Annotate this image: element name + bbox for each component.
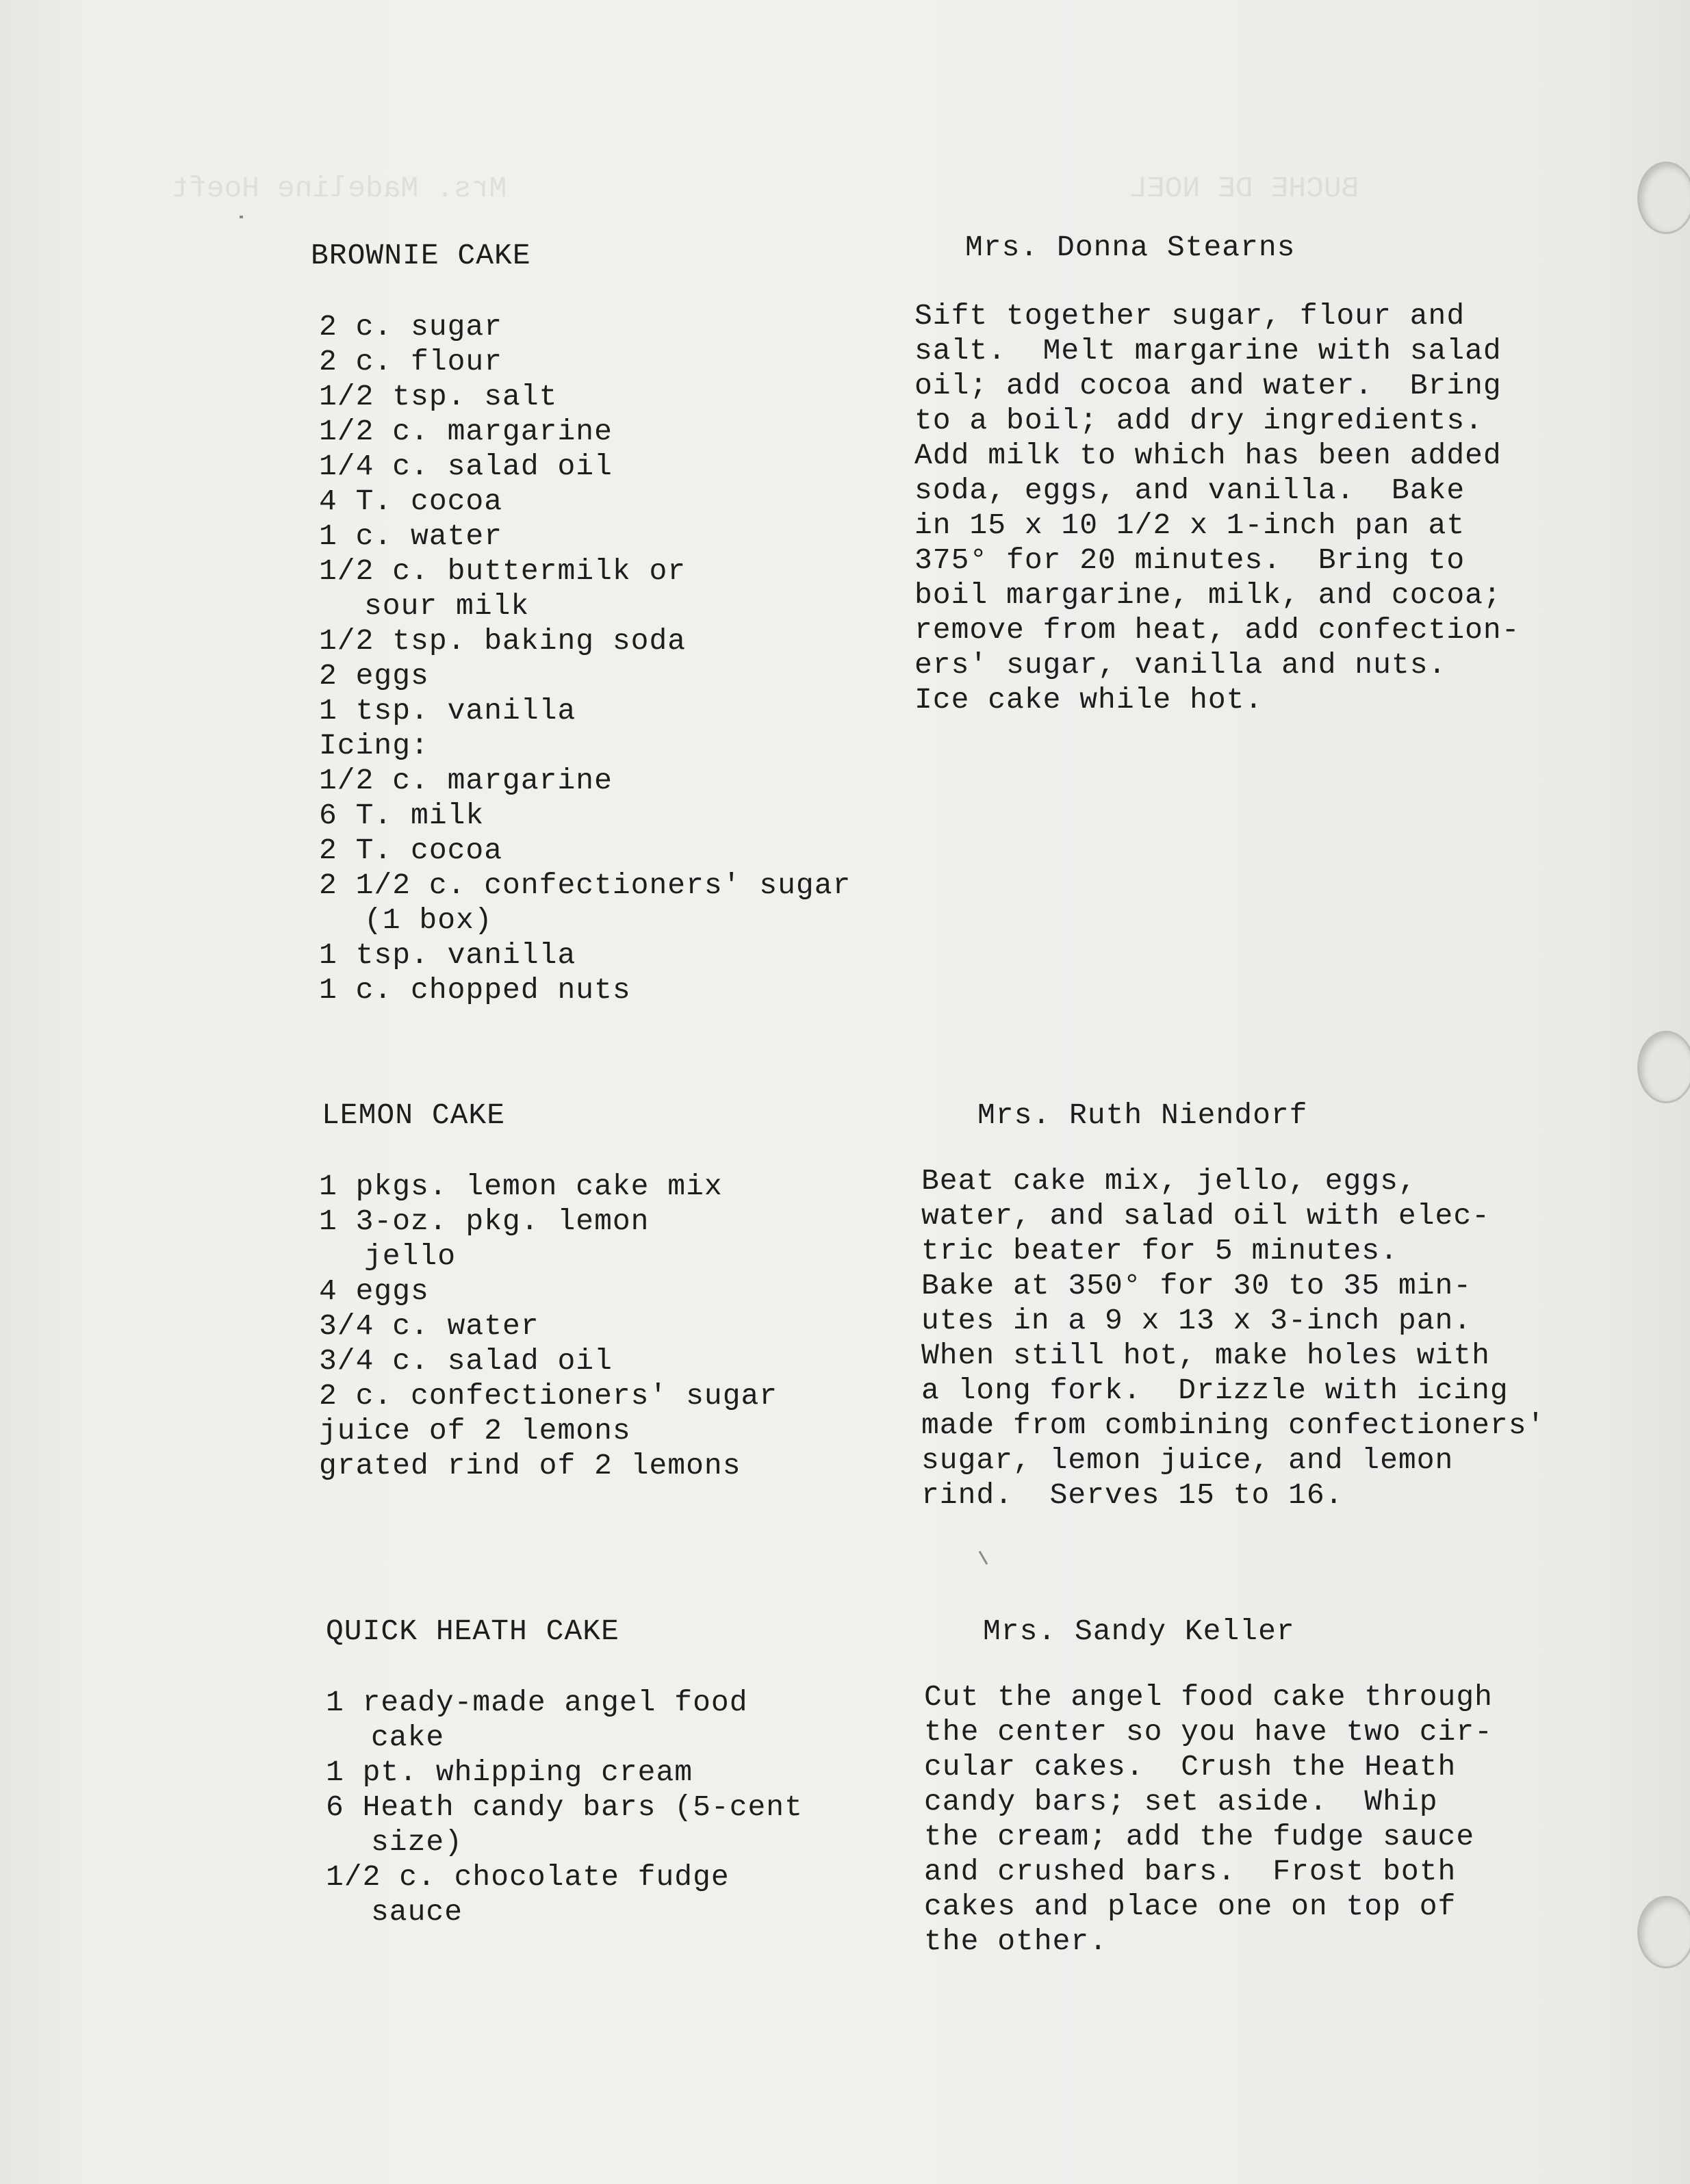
ingredient: 2 eggs <box>319 659 429 693</box>
direction-line: Add milk to which has been added <box>914 439 1502 472</box>
ingredient: 2 c. confectioners' sugar <box>319 1379 778 1413</box>
directions-lemon-cake <box>921 1164 1545 1513</box>
recipe-title-brownie-cake: BROWNIE CAKE <box>311 239 531 272</box>
contributor-ruth-niendorf: Mrs. Ruth Niendorf <box>977 1099 1308 1132</box>
ingredient: 1 c. chopped nuts <box>319 973 631 1007</box>
direction-line: cular cakes. Crush the Heath <box>924 1750 1457 1784</box>
ingredient-list-lemon-cake <box>319 1169 778 1483</box>
stray-mark-slash <box>979 1551 988 1565</box>
ingredient: grated rind of 2 lemons <box>319 1449 741 1482</box>
direction-line: ers' sugar, vanilla and nuts. <box>914 648 1447 682</box>
recipe-title-lemon-cake: LEMON CAKE <box>322 1099 506 1132</box>
ingredient: 1/2 tsp. baking soda <box>319 624 687 658</box>
direction-line: utes in a 9 x 13 x 3-inch pan. <box>921 1304 1472 1337</box>
recipe-title-quick-heath-cake: QUICK HEATH CAKE <box>326 1615 619 1648</box>
ingredient: 2 1/2 c. confectioners' sugar <box>319 869 852 902</box>
ingredient: juice of 2 lemons <box>319 1414 631 1448</box>
ingredient: 1/2 c. buttermilk or <box>319 554 687 588</box>
ingredient: cake <box>371 1721 445 1754</box>
direction-line: Beat cake mix, jello, eggs, <box>921 1164 1417 1198</box>
direction-line: Bake at 350° for 30 to 35 min- <box>921 1269 1472 1302</box>
ingredient: 1 3-oz. pkg. lemon <box>319 1205 650 1238</box>
direction-line: oil; add cocoa and water. Bring <box>914 369 1502 402</box>
directions-brownie-cake <box>914 298 1520 717</box>
directions-quick-heath-cake <box>924 1680 1493 1959</box>
ingredient: 1/2 c. chocolate fudge <box>326 1860 730 1894</box>
ingredient-list-quick-heath-cake <box>326 1685 803 1929</box>
direction-line: soda, eggs, and vanilla. Bake <box>914 474 1465 507</box>
direction-line: in 15 x 10 1/2 x 1-inch pan at <box>914 509 1465 542</box>
ingredient: 2 c. sugar <box>319 310 503 344</box>
direction-line: sugar, lemon juice, and lemon <box>921 1443 1454 1477</box>
direction-line: rind. Serves 15 to 16. <box>921 1478 1344 1512</box>
direction-line: 375° for 20 minutes. Bring to <box>914 543 1465 577</box>
ingredient: 2 T. cocoa <box>319 834 503 867</box>
direction-line: a long fork. Drizzle with icing <box>921 1374 1509 1407</box>
direction-line: When still hot, make holes with <box>921 1339 1490 1372</box>
ingredient: 2 c. flour <box>319 345 503 378</box>
direction-line: the cream; add the fudge sauce <box>924 1820 1475 1853</box>
ingredient: sour milk <box>364 589 530 623</box>
ingredient: 3/4 c. salad oil <box>319 1344 613 1378</box>
ingredient: jello <box>364 1239 457 1273</box>
contributor-sandy-keller: Mrs. Sandy Keller <box>983 1615 1295 1648</box>
ingredient: 1 pkgs. lemon cake mix <box>319 1170 723 1203</box>
direction-line: made from combining confectioners' <box>921 1409 1546 1442</box>
ingredient: 3/4 c. water <box>319 1309 539 1343</box>
bleed-through-right: BUCHE DE NOEL <box>1129 172 1359 205</box>
ingredient: 6 Heath candy bars (5-cent <box>326 1790 803 1824</box>
direction-line: and crushed bars. Frost both <box>924 1855 1457 1888</box>
direction-line: Sift together sugar, flour and <box>914 299 1465 333</box>
ingredient: 1 ready-made angel food <box>326 1686 748 1719</box>
ingredient: 4 T. cocoa <box>319 485 503 518</box>
punch-hole-top <box>1637 162 1690 234</box>
direction-line: water, and salad oil with elec- <box>921 1199 1490 1233</box>
direction-line: boil margarine, milk, and cocoa; <box>914 578 1502 612</box>
ingredient: 1/2 c. margarine <box>319 764 613 797</box>
ingredient: Icing: <box>319 729 429 762</box>
direction-line: the center so you have two cir- <box>924 1715 1493 1749</box>
ingredient: (1 box) <box>364 903 493 937</box>
ingredient: 1 c. water <box>319 519 503 553</box>
direction-line: Cut the angel food cake through <box>924 1680 1493 1714</box>
punch-hole-middle <box>1637 1031 1690 1103</box>
direction-line: Ice cake while hot. <box>914 683 1264 717</box>
ingredient: 1/2 c. margarine <box>319 415 613 448</box>
contributor-donna-stearns: Mrs. Donna Stearns <box>965 231 1296 264</box>
ingredient: 4 eggs <box>319 1274 429 1308</box>
ingredient: 1 tsp. vanilla <box>319 938 576 972</box>
direction-line: the other. <box>924 1925 1108 1958</box>
direction-line: candy bars; set aside. Whip <box>924 1785 1438 1819</box>
ingredient: 1 pt. whipping cream <box>326 1756 693 1789</box>
direction-line: cakes and place one on top of <box>924 1890 1457 1923</box>
ingredient: 1/4 c. salad oil <box>319 450 613 483</box>
direction-line: tric beater for 5 minutes. <box>921 1234 1398 1268</box>
punch-hole-bottom <box>1637 1896 1690 1968</box>
ingredient: 6 T. milk <box>319 799 485 832</box>
ingredient: 1/2 tsp. salt <box>319 380 558 413</box>
ingredient: sauce <box>371 1895 463 1929</box>
direction-line: salt. Melt margarine with salad <box>914 334 1502 368</box>
ingredient: size) <box>371 1825 463 1859</box>
ingredient-list-brownie-cake <box>319 309 851 1007</box>
ingredient: 1 tsp. vanilla <box>319 694 576 728</box>
direction-line: remove from heat, add confection- <box>914 613 1520 647</box>
stray-mark-dot <box>240 216 243 218</box>
bleed-through-left: Mrs. Madeline Hoeft <box>171 172 507 205</box>
direction-line: to a boil; add dry ingredients. <box>914 404 1483 437</box>
